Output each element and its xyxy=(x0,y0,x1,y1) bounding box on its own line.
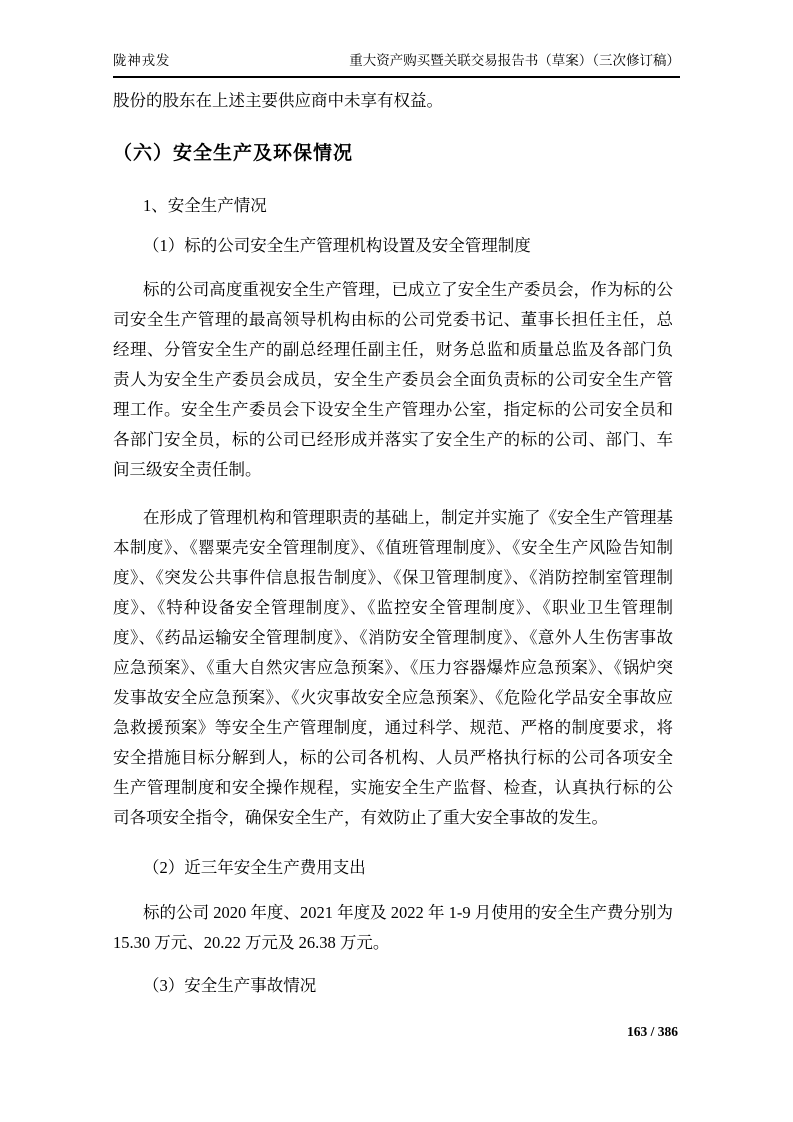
header-report-title: 重大资产购买暨关联交易报告书（草案）（三次修订稿） xyxy=(349,53,680,68)
page-header xyxy=(113,51,680,78)
subheading-safety-production: 1、安全生产情况 xyxy=(143,196,267,215)
paragraph-safety-committee: 标的公司高度重视安全生产管理，已成立了安全生产委员会，作为标的公司安全生产管理的最高领导机构由标的公司党委书记、董事长担任主任，总经理、分管安全生产的副总经理任副主任，财务总监和质量总监及各部门负责人为安全生产委员会成员，安全生产委员会全面负责标的公司安全生产管理工作。安全生产委员会下设安全生产管理办公室，指定标的公司安全员和各部门安全员，标的公司已经形成并落实了安全生产的标的公司、部门、车间三级安全责任制。 xyxy=(113,280,673,479)
subheading-safety-accidents: （3）安全生产事故情况 xyxy=(143,976,317,995)
section-heading-safety-environment: （六）安全生产及环保情况 xyxy=(113,143,354,164)
paragraph-intro: 股份的股东在上述主要供应商中未享有权益。 xyxy=(113,91,443,110)
paragraph-safety-regulations: 在形成了管理机构和管理职责的基础上，制定并实施了《安全生产管理基本制度》、《罂粟壳安全管理制度》、《值班管理制度》、《安全生产风险告知制度》、《突发公共事件信息报告制度》、《保卫管理制度》、《消防控制室管理制度》、《特种设备安全管理制度》、《监控安全管理制度》、《职业卫生管理制度》、《药品运输安全管理制度》、《消防安全管理制度》、《意外人生伤害事故应急预案》、《重大自然灾害应急预案》、《压力容器爆炸应急预案》、《锅炉突发事故安全应急预案》、《火灾事故安全应急预案》、《危险化学品安全事故应急救援预案》等安全生产管理制度，通过科学、规范、严格的制度要求，将安全措施目标分解到人，标的公司各机构、人员严格执行标的公司各项安全生产管理制度和安全操作规程，实施安全生产监督、检查，认真执行标的公司各项安全指令，确保安全生产，有效防止了重大安全事故的发生。 xyxy=(113,508,673,827)
paragraph-safety-expense-figures: 标的公司 2020 年度、2021 年度及 2022 年 1-9 月使用的安全生产费分别为 15.30 万元、20.22 万元及 26.38 万元。 xyxy=(113,903,673,952)
header-company-name: 陇神戎发 xyxy=(113,53,171,68)
subheading-safety-org-and-system: （1）标的公司安全生产管理机构设置及安全管理制度 xyxy=(143,236,531,255)
page-number: 163 / 386 xyxy=(626,1024,678,1039)
subheading-safety-expense: （2）近三年安全生产费用支出 xyxy=(143,858,366,877)
